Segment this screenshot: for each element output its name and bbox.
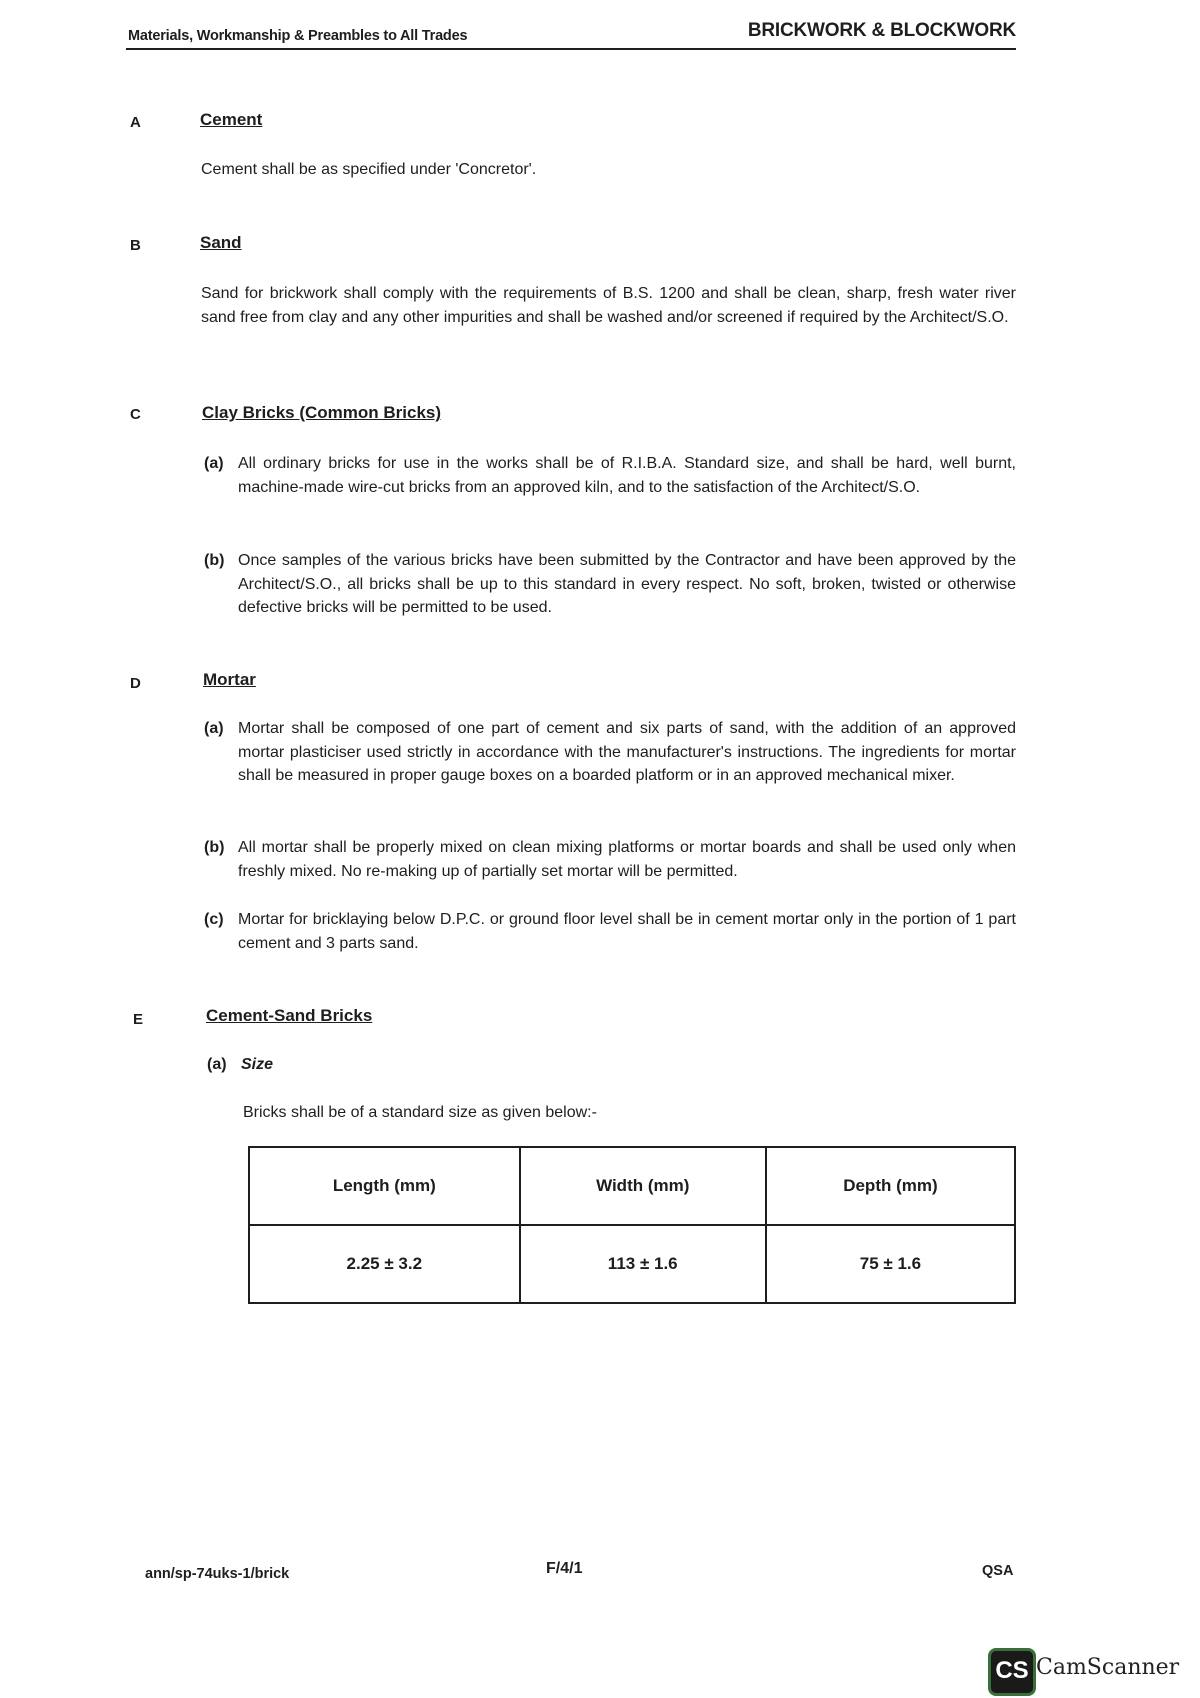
section-b-letter: B	[130, 237, 141, 254]
section-d-title: Mortar	[203, 670, 256, 689]
item-text: All ordinary bricks for use in the works shall be of R.I.B.A. Standard size, and shall be hard, well burnt, machine-made wire-cut bricks from an approved kiln, and to the satisfaction of the Architect/S.O.	[238, 455, 1016, 496]
section-b-text: Sand for brickwork shall comply with the requirements of B.S. 1200 and shall be clean, sharp, fresh water river sand free from clay and any other impurities and shall be washed and/or screened if required by the Architect/S.O.	[201, 285, 1016, 326]
header-rule	[126, 48, 1016, 50]
table-row	[249, 1225, 1015, 1303]
table-header-cell: Depth (mm)	[766, 1147, 1015, 1225]
section-e-intro: Bricks shall be of a standard size as given below:-	[243, 1104, 597, 1121]
item-text: Mortar for bricklaying below D.P.C. or ground floor level shall be in cement mortar only in the portion of 1 part cement and 3 parts sand.	[238, 911, 1016, 952]
footer-qsa: QSA	[982, 1563, 1014, 1579]
brick-size-table	[248, 1146, 1016, 1304]
item-marker: (c)	[204, 911, 224, 928]
item-marker: (a)	[204, 455, 224, 472]
item-marker: (a)	[207, 1056, 227, 1073]
section-e-title: Cement-Sand Bricks	[206, 1006, 373, 1025]
section-a-letter: A	[130, 114, 141, 131]
item-marker: (b)	[204, 839, 225, 856]
section-a-title: Cement	[200, 110, 263, 129]
section-e-item-a	[207, 1053, 1019, 1077]
table-cell: 75 ± 1.6	[766, 1225, 1015, 1303]
section-c-item-a	[204, 452, 1016, 499]
section-c-letter: C	[130, 406, 141, 423]
section-d-item-b	[204, 836, 1016, 883]
section-d-letter: D	[130, 675, 141, 692]
section-d-item-c	[204, 908, 1016, 955]
item-marker: (a)	[204, 720, 224, 737]
section-e-letter: E	[133, 1011, 144, 1028]
footer-reference: ann/sp-74uks-1/brick	[145, 1566, 290, 1582]
footer-page-number: F/4/1	[546, 1560, 583, 1577]
section-c-title: Clay Bricks (Common Bricks)	[202, 403, 442, 422]
item-text: All mortar shall be properly mixed on clean mixing platforms or mortar boards and shall be used only when freshly mixed. No re-making up of partially set mortar will be permitted.	[238, 839, 1016, 880]
section-b-title: Sand	[200, 233, 242, 252]
header-right-title: BRICKWORK & BLOCKWORK	[747, 20, 1016, 41]
item-text: Once samples of the various bricks have been submitted by the Contractor and have been approved by the Architect/S.O., all bricks shall be up to this standard in every respect. No soft, broken, twisted or otherwise defective bricks will be permitted to be used.	[238, 552, 1016, 616]
table-header-cell: Length (mm)	[249, 1147, 520, 1225]
section-d-item-a	[204, 717, 1016, 788]
camscanner-logo: CS	[988, 1648, 1036, 1696]
section-c-item-b	[204, 549, 1016, 620]
item-marker: (b)	[204, 552, 225, 569]
camscanner-watermark-text: CamScanner	[1036, 1655, 1180, 1680]
section-a-text: Cement shall be as specified under 'Concretor'.	[201, 161, 537, 178]
item-heading: Size	[241, 1056, 274, 1073]
table-cell: 2.25 ± 3.2	[249, 1225, 520, 1303]
table-cell: 113 ± 1.6	[520, 1225, 766, 1303]
table-header-cell: Width (mm)	[520, 1147, 766, 1225]
table-header-row	[249, 1147, 1015, 1225]
item-text: Mortar shall be composed of one part of cement and six parts of sand, with the addition of an approved mortar plasticiser used strictly in accordance with the manufacturer's instructions. The ingredients for mortar shall be measured in proper gauge boxes on a boarded platform or in an approved mechanical mixer.	[238, 720, 1016, 784]
header-left-title: Materials, Workmanship & Preambles to All Trades	[128, 28, 468, 44]
